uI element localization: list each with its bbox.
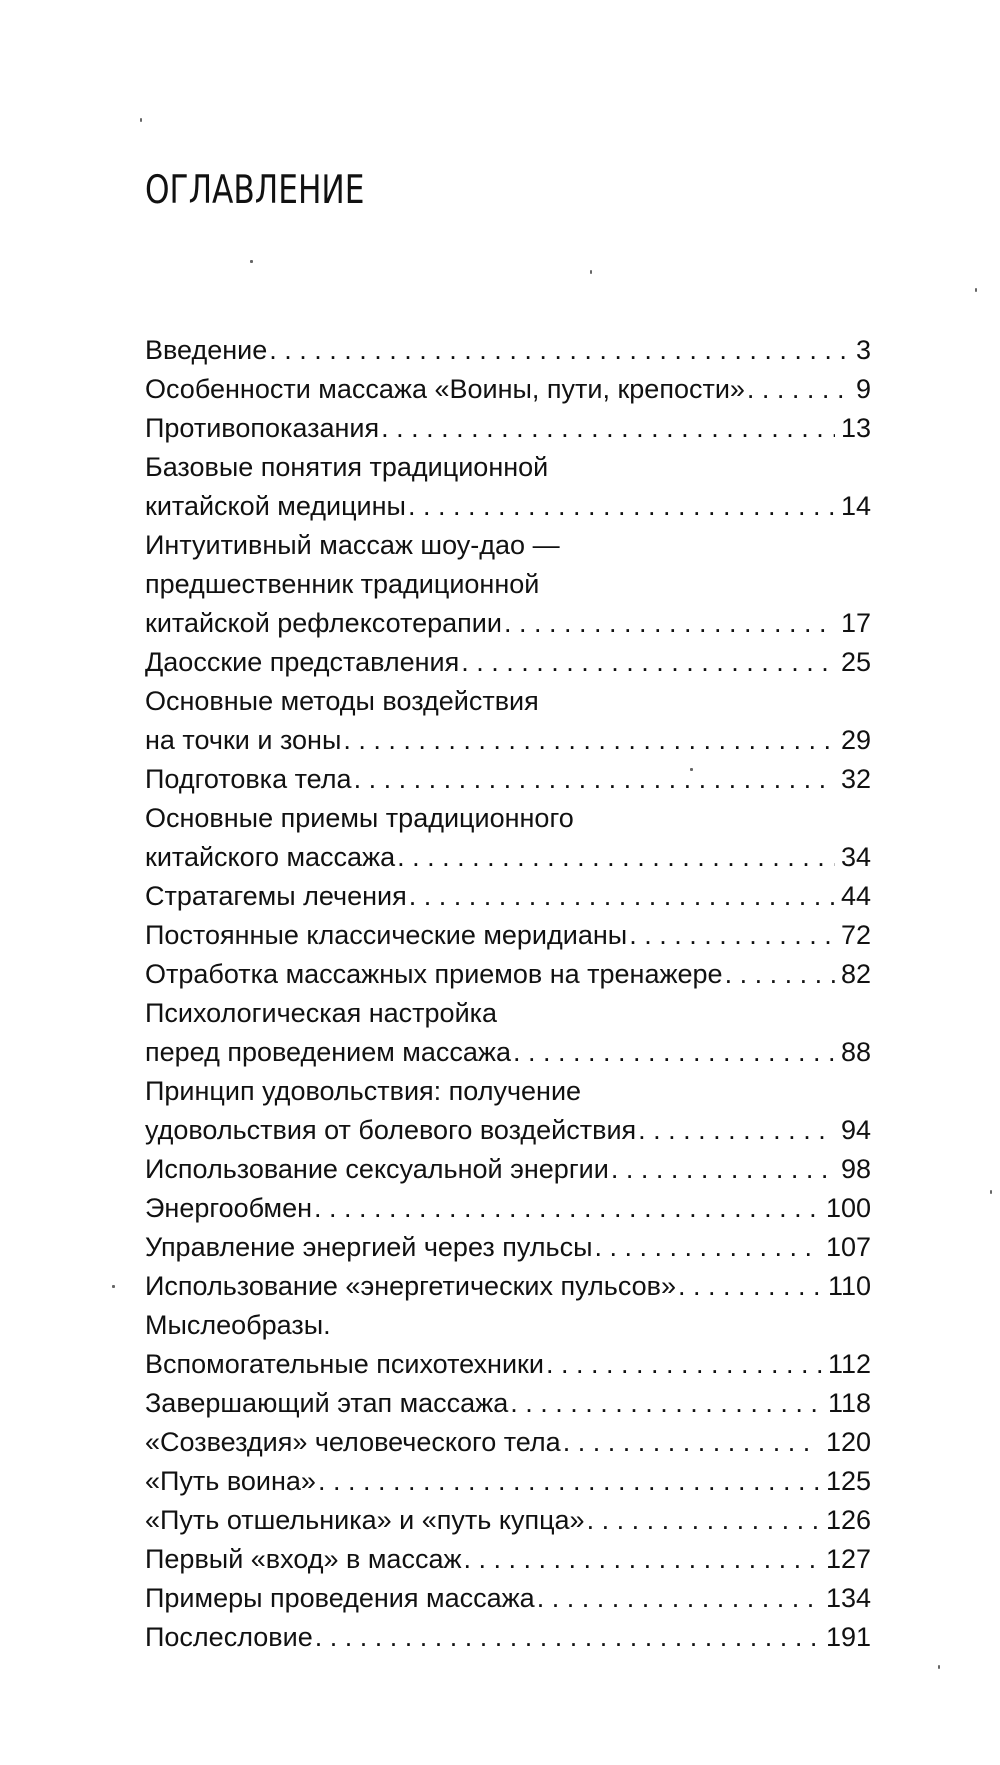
toc-entry-line (145, 565, 871, 604)
dot-leader (587, 1501, 820, 1540)
toc-entry-title: Постоянные классические меридианы (145, 920, 628, 950)
dot-leader (461, 643, 835, 682)
toc-entry-title: «Путь воина» (145, 1466, 316, 1496)
toc-page-number: 118 (827, 1388, 871, 1418)
toc-entry-line-last (145, 1267, 871, 1306)
toc-entry (145, 448, 871, 526)
table-of-contents (145, 331, 871, 1657)
toc-entry-title: Введение (145, 335, 268, 365)
toc-page-number: 94 (840, 1115, 871, 1145)
toc-page-number: 25 (840, 647, 871, 677)
toc-entry (145, 799, 871, 877)
toc-entry-line-last (145, 1462, 871, 1501)
toc-entry-title: Подготовка тела (145, 764, 352, 794)
dot-leader (537, 1579, 820, 1618)
toc-entry-line-last (145, 1228, 871, 1267)
toc-page-number: 3 (855, 335, 871, 365)
toc-page-number: 29 (840, 725, 871, 755)
dot-leader (504, 604, 835, 643)
dot-leader (546, 1345, 822, 1384)
toc-entry (145, 370, 871, 409)
toc-page-number: 100 (825, 1193, 871, 1223)
toc-entry-line-last (145, 760, 871, 799)
toc-entry-line-last (145, 604, 871, 643)
toc-entry-line-last (145, 1579, 871, 1618)
toc-entry-line-last (145, 1540, 871, 1579)
toc-page-number: 110 (827, 1271, 871, 1301)
toc-entry (145, 1228, 871, 1267)
toc-entry-title: Психологическая настройка (145, 998, 498, 1028)
toc-entry-line-last (145, 370, 871, 409)
toc-entry-line-last (145, 1150, 871, 1189)
toc-entry (145, 331, 871, 370)
toc-entry (145, 1540, 871, 1579)
toc-entry-line (145, 1072, 871, 1111)
paper-speck (250, 260, 253, 263)
dot-leader (678, 1267, 822, 1306)
toc-entry-title: «Созвездия» человеческого тела (145, 1427, 561, 1457)
toc-entry-line-last (145, 1189, 871, 1228)
toc-page-number: 14 (840, 491, 871, 521)
toc-entry-title: Стратагемы лечения (145, 881, 407, 911)
toc-entry-title: Принцип удовольствия: получение (145, 1076, 582, 1106)
toc-entry-title: предшественник традиционной (145, 569, 540, 599)
toc-entry-title: удовольствия от болевого воздействия (145, 1115, 637, 1145)
paper-speck (112, 1285, 115, 1288)
toc-entry-line-last (145, 877, 871, 916)
toc-entry (145, 526, 871, 643)
toc-entry (145, 409, 871, 448)
toc-page-number: 107 (825, 1232, 871, 1262)
dot-leader (318, 1462, 820, 1501)
toc-entry-title: Завершающий этап массажа (145, 1388, 509, 1418)
toc-entry (145, 916, 871, 955)
toc-entry-title: Энергообмен (145, 1193, 312, 1223)
toc-entry-title: Базовые понятия традиционной (145, 452, 549, 482)
toc-entry (145, 1462, 871, 1501)
dot-leader (725, 955, 835, 994)
toc-entry-line-last (145, 1501, 871, 1540)
toc-entry (145, 955, 871, 994)
dot-leader (510, 1384, 822, 1423)
toc-page-number: 120 (825, 1427, 871, 1457)
dot-leader (513, 1033, 835, 1072)
dot-leader (629, 916, 835, 955)
toc-page-number: 134 (825, 1583, 871, 1613)
toc-entry (145, 682, 871, 760)
toc-entry-title: «Путь отшельника» и «путь купца» (145, 1505, 585, 1535)
toc-entry (145, 877, 871, 916)
toc-entry-line-last (145, 1423, 871, 1462)
toc-entry-title: Примеры проведения массажа (145, 1583, 535, 1613)
toc-entry-line-last (145, 487, 871, 526)
toc-page-number: 125 (825, 1466, 871, 1496)
toc-entry-line-last (145, 955, 871, 994)
toc-entry-line-last (145, 1033, 871, 1072)
toc-entry-title: Вспомогательные психотехники (145, 1349, 544, 1379)
toc-entry-title: Послесловие (145, 1622, 313, 1652)
toc-page-number: 32 (840, 764, 871, 794)
dot-leader (408, 487, 835, 526)
toc-entry-title: Отработка массажных приемов на тренажере (145, 959, 723, 989)
toc-entry-title: на точки и зоны (145, 725, 342, 755)
toc-entry-title: Основные методы воздействия (145, 686, 539, 716)
toc-entry-line-last (145, 1384, 871, 1423)
toc-page-number: 9 (855, 374, 871, 404)
toc-entry (145, 1189, 871, 1228)
dot-leader (611, 1150, 835, 1189)
toc-entry-title: Основные приемы традиционного (145, 803, 574, 833)
toc-entry (145, 1306, 871, 1384)
toc-entry-title: китайского массажа (145, 842, 396, 872)
toc-entry (145, 760, 871, 799)
toc-entry-title: Первый «вход» в массаж (145, 1544, 462, 1574)
toc-page-number: 44 (840, 881, 871, 911)
page-title: ОГЛАВЛЕНИЕ (145, 168, 365, 213)
dot-leader (354, 760, 835, 799)
dot-leader (409, 877, 835, 916)
toc-page-number: 127 (825, 1544, 871, 1574)
dot-leader (563, 1423, 820, 1462)
toc-page-number: 17 (840, 608, 871, 638)
paper-speck (938, 1665, 940, 1669)
toc-entry-title: перед проведением массажа (145, 1037, 511, 1067)
toc-entry-title: Интуитивный массаж шоу-дао — (145, 530, 560, 560)
toc-entry-title: Даосские представления (145, 647, 460, 677)
toc-page-number: 98 (840, 1154, 871, 1184)
dot-leader (343, 721, 835, 760)
toc-entry-title: Управление энергией через пульсы (145, 1232, 593, 1262)
toc-entry-line (145, 448, 871, 487)
toc-entry (145, 1072, 871, 1150)
dot-leader (747, 370, 850, 409)
toc-entry-line (145, 526, 871, 565)
toc-entry-line-last (145, 721, 871, 760)
toc-entry-line-last (145, 1618, 871, 1657)
toc-entry-line (145, 799, 871, 838)
paper-speck (975, 288, 977, 292)
toc-entry-title: Использование сексуальной энергии (145, 1154, 609, 1184)
dot-leader (595, 1228, 820, 1267)
toc-entry (145, 1501, 871, 1540)
toc-entry-title: Противопоказания (145, 413, 380, 443)
toc-entry (145, 1618, 871, 1657)
toc-entry (145, 1267, 871, 1306)
toc-entry-title: Мыслеобразы. (145, 1310, 331, 1340)
dot-leader (638, 1111, 835, 1150)
paper-speck (140, 118, 142, 122)
toc-page-number: 191 (825, 1622, 871, 1652)
toc-entry-line-last (145, 1111, 871, 1150)
dot-leader (397, 838, 835, 877)
dot-leader (381, 409, 835, 448)
toc-page-number: 72 (840, 920, 871, 950)
toc-entry (145, 994, 871, 1072)
toc-entry-title: китайской медицины (145, 491, 406, 521)
toc-entry-line-last (145, 643, 871, 682)
toc-entry-line-last (145, 838, 871, 877)
toc-entry-line-last (145, 331, 871, 370)
toc-page-number: 34 (840, 842, 871, 872)
toc-entry (145, 1150, 871, 1189)
paper-speck (590, 270, 592, 274)
dot-leader (269, 331, 850, 370)
toc-entry-line (145, 994, 871, 1033)
toc-entry (145, 1423, 871, 1462)
toc-page-number: 88 (840, 1037, 871, 1067)
dot-leader (315, 1618, 820, 1657)
paper-speck (690, 768, 693, 771)
toc-entry-line (145, 1306, 871, 1345)
toc-page-number: 112 (827, 1349, 871, 1379)
toc-page-number: 126 (825, 1505, 871, 1535)
toc-entry-title: Использование «энергетических пульсов» (145, 1271, 676, 1301)
toc-entry (145, 643, 871, 682)
toc-entry-line-last (145, 916, 871, 955)
toc-entry-line-last (145, 1345, 871, 1384)
toc-entry-line (145, 682, 871, 721)
dot-leader (464, 1540, 820, 1579)
toc-entry-title: Особенности массажа «Воины, пути, крепости» (145, 374, 745, 404)
toc-entry-line-last (145, 409, 871, 448)
toc-entry-title: китайской рефлексотерапии (145, 608, 502, 638)
toc-entry (145, 1384, 871, 1423)
toc-page-number: 13 (840, 413, 871, 443)
toc-entry (145, 1579, 871, 1618)
dot-leader (314, 1189, 820, 1228)
paper-speck (990, 1190, 992, 1194)
toc-page-number: 82 (840, 959, 871, 989)
